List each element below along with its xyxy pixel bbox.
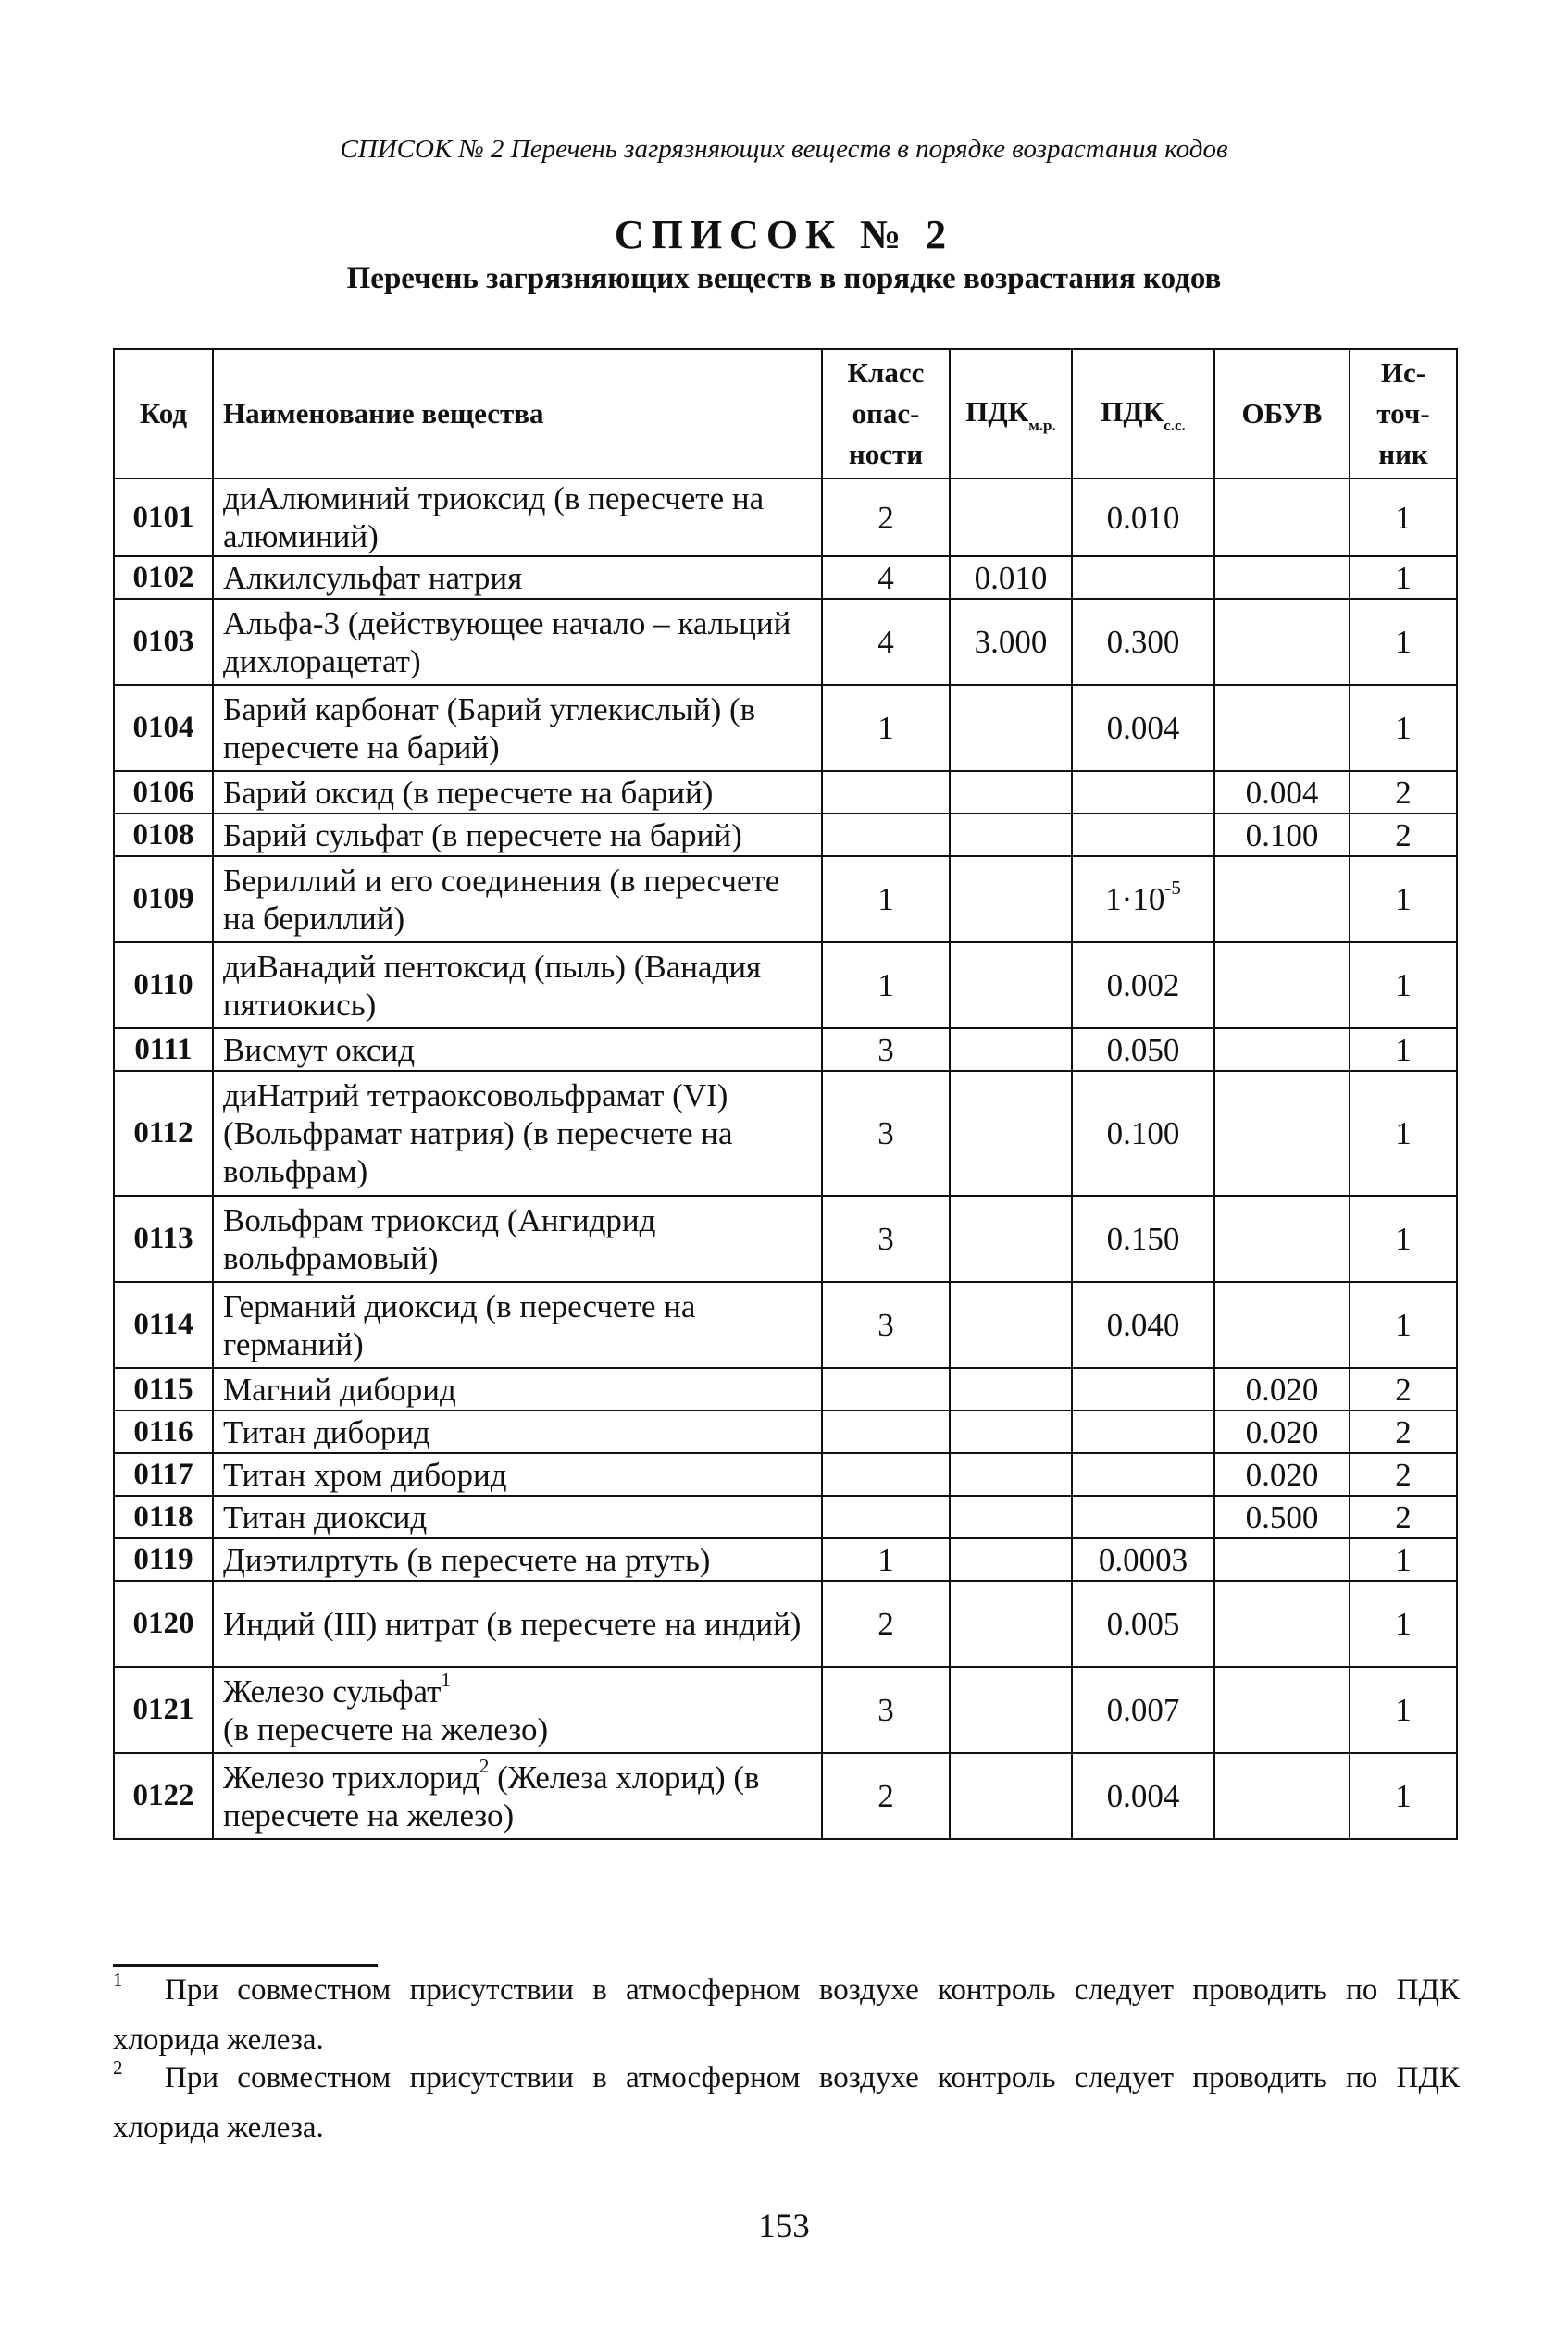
footnote-1 (113, 1967, 1460, 2064)
header-hazard-class-line2: опас- (852, 397, 920, 429)
cell-hazard-class: 4 (822, 599, 950, 685)
cell-pdk-ss: 0.150 (1072, 1196, 1214, 1282)
header-pdk-mr-main: ПДК (965, 394, 1029, 428)
cell-source: 1 (1350, 1667, 1457, 1753)
cell-source: 1 (1350, 479, 1457, 556)
cell-pdk-mr (950, 1196, 1072, 1282)
cell-pdk-mr (950, 1581, 1072, 1667)
cell-obuv (1214, 1282, 1350, 1368)
cell-code: 0108 (114, 814, 213, 856)
cell-obuv (1214, 942, 1350, 1028)
cell-hazard-class: 3 (822, 1667, 950, 1753)
cell-source: 1 (1350, 856, 1457, 942)
cell-code: 0117 (114, 1453, 213, 1496)
cell-name: диАлюминий триоксид (в пересчете на алюминий) (213, 479, 822, 556)
cell-hazard-class: 2 (822, 1753, 950, 1839)
cell-code: 0104 (114, 685, 213, 771)
header-source-line2: точ- (1376, 397, 1430, 429)
cell-name: Барий карбонат (Барий углекислый) (в пересчете на барий) (213, 685, 822, 771)
cell-code: 0120 (114, 1581, 213, 1667)
cell-code: 0106 (114, 771, 213, 814)
cell-code: 0101 (114, 479, 213, 556)
cell-code: 0115 (114, 1368, 213, 1411)
cell-source: 1 (1350, 1028, 1457, 1071)
list-title: СПИСОК № 2 (614, 212, 954, 257)
table-row (114, 814, 1457, 856)
cell-source: 1 (1350, 1282, 1457, 1368)
cell-name (213, 1753, 822, 1839)
cell-name: Висмут оксид (213, 1028, 822, 1071)
cell-hazard-class (822, 771, 950, 814)
header-pdk-ss (1072, 349, 1214, 479)
cell-pdk-ss (1072, 1496, 1214, 1538)
table-row (114, 1282, 1457, 1368)
pdk-ss-exponent: -5 (1164, 877, 1181, 900)
cell-name: диВанадий пентоксид (пыль) (Ванадия пятиокись) (213, 942, 822, 1028)
cell-source: 2 (1350, 1453, 1457, 1496)
cell-pdk-mr (950, 1496, 1072, 1538)
table-row (114, 1028, 1457, 1071)
cell-hazard-class: 1 (822, 942, 950, 1028)
cell-hazard-class (822, 1368, 950, 1411)
table-row (114, 856, 1457, 942)
cell-pdk-ss: 0.004 (1072, 1753, 1214, 1839)
cell-source: 1 (1350, 942, 1457, 1028)
cell-name: Барий оксид (в пересчете на барий) (213, 771, 822, 814)
cell-obuv: 0.020 (1214, 1453, 1350, 1496)
header-source-line1: Ис- (1380, 356, 1426, 389)
cell-obuv (1214, 856, 1350, 942)
footnote-ref-2[interactable]: 2 (479, 1754, 490, 1777)
cell-source: 1 (1350, 1538, 1457, 1581)
cell-obuv (1214, 1196, 1350, 1282)
cell-name: диНатрий тетраоксовольфрамат (VI) (Вольфрамат натрия) (в пересчете на вольфрам) (213, 1071, 822, 1196)
list-subtitle: Перечень загрязняющих веществ в порядке возрастания кодов (346, 262, 1222, 295)
cell-hazard-class (822, 814, 950, 856)
cell-pdk-ss (1072, 771, 1214, 814)
cell-obuv: 0.020 (1214, 1368, 1350, 1411)
cell-pdk-mr (950, 1753, 1072, 1839)
cell-obuv (1214, 685, 1350, 771)
cell-obuv: 0.100 (1214, 814, 1350, 856)
cell-obuv (1214, 1538, 1350, 1581)
cell-pdk-ss: 0.040 (1072, 1282, 1214, 1368)
cell-pdk-mr: 3.000 (950, 599, 1072, 685)
cell-pdk-mr (950, 1667, 1072, 1753)
header-pdk-mr (950, 349, 1072, 479)
footnote-ref-1[interactable]: 1 (441, 1668, 451, 1691)
cell-source: 2 (1350, 771, 1457, 814)
cell-code: 0111 (114, 1028, 213, 1071)
cell-source: 1 (1350, 556, 1457, 599)
cell-code: 0103 (114, 599, 213, 685)
cell-name: Алкилсульфат натрия (213, 556, 822, 599)
cell-name: Титан диоксид (213, 1496, 822, 1538)
cell-obuv (1214, 1581, 1350, 1667)
page-number: 153 (758, 2207, 810, 2245)
table-row (114, 1368, 1457, 1411)
table-row (114, 1667, 1457, 1753)
cell-pdk-mr (950, 1282, 1072, 1368)
cell-obuv (1214, 479, 1350, 556)
cell-pdk-mr (950, 1453, 1072, 1496)
table-header-row (114, 349, 1457, 479)
cell-pdk-ss (1072, 556, 1214, 599)
header-pdk-ss-sub: с.с. (1164, 416, 1186, 434)
cell-pdk-ss: 0.005 (1072, 1581, 1214, 1667)
cell-pdk-ss: 0.004 (1072, 685, 1214, 771)
table-row (114, 1453, 1457, 1496)
cell-hazard-class (822, 1411, 950, 1453)
cell-code: 0110 (114, 942, 213, 1028)
header-pdk-ss-main: ПДК (1101, 394, 1164, 428)
cell-pdk-ss (1072, 1411, 1214, 1453)
cell-pdk-mr (950, 856, 1072, 942)
cell-name: Титан диборид (213, 1411, 822, 1453)
table-row (114, 1581, 1457, 1667)
table-row (114, 1753, 1457, 1839)
cell-pdk-mr (950, 1071, 1072, 1196)
table-row (114, 556, 1457, 599)
cell-pdk-mr (950, 771, 1072, 814)
cell-source: 1 (1350, 599, 1457, 685)
cell-name: Вольфрам триоксид (Ангидрид вольфрамовый) (213, 1196, 822, 1282)
cell-source: 2 (1350, 814, 1457, 856)
header-code: Код (114, 349, 213, 479)
cell-name-part1: Железо сульфат (223, 1672, 442, 1710)
cell-source: 2 (1350, 1368, 1457, 1411)
cell-hazard-class: 1 (822, 1538, 950, 1581)
cell-pdk-mr (950, 1538, 1072, 1581)
cell-name-part1: Железо трихлорид (223, 1759, 479, 1796)
header-hazard-class-line3: ности (848, 438, 924, 470)
cell-code: 0119 (114, 1538, 213, 1581)
cell-source: 1 (1350, 685, 1457, 771)
cell-obuv (1214, 599, 1350, 685)
cell-name: Индий (III) нитрат (в пересчете на индий) (213, 1581, 822, 1667)
cell-hazard-class (822, 1453, 950, 1496)
table-row (114, 599, 1457, 685)
cell-pdk-ss (1072, 1368, 1214, 1411)
table-row (114, 685, 1457, 771)
cell-hazard-class: 3 (822, 1071, 950, 1196)
cell-pdk-mr (950, 1028, 1072, 1071)
header-pdk-mr-sub: м.р. (1028, 416, 1056, 434)
footnote-1-mark: 1 (113, 1969, 123, 1991)
cell-pdk-ss (1072, 856, 1214, 942)
footnote-2-text: При совместном присутствии в атмосферном воздухе контроль следует проводить по ПДК хлорида железа. (113, 2061, 1460, 2145)
table-row (114, 771, 1457, 814)
cell-pdk-mr: 0.010 (950, 556, 1072, 599)
cell-source: 1 (1350, 1196, 1457, 1282)
cell-pdk-ss: 0.0003 (1072, 1538, 1214, 1581)
header-source (1350, 349, 1457, 479)
cell-pdk-ss (1072, 814, 1214, 856)
cell-pdk-mr (950, 1411, 1072, 1453)
cell-obuv: 0.004 (1214, 771, 1350, 814)
cell-code: 0114 (114, 1282, 213, 1368)
running-head: СПИСОК № 2 Перечень загрязняющих веществ в порядке возрастания кодов (340, 134, 1228, 164)
cell-hazard-class (822, 1496, 950, 1538)
cell-hazard-class: 3 (822, 1282, 950, 1368)
cell-code: 0122 (114, 1753, 213, 1839)
footnote-1-text: При совместном присутствии в атмосферном воздухе контроль следует проводить по ПДК хлорида железа. (113, 1973, 1460, 2057)
cell-obuv (1214, 1667, 1350, 1753)
header-hazard-class (822, 349, 950, 479)
cell-code: 0121 (114, 1667, 213, 1753)
cell-pdk-ss: 0.300 (1072, 599, 1214, 685)
cell-name: Бериллий и его соединения (в пересчете на бериллий) (213, 856, 822, 942)
cell-hazard-class: 3 (822, 1028, 950, 1071)
cell-code: 0102 (114, 556, 213, 599)
cell-name: Магний диборид (213, 1368, 822, 1411)
cell-source: 2 (1350, 1496, 1457, 1538)
cell-pdk-mr (950, 814, 1072, 856)
header-hazard-class-line1: Класс (847, 356, 925, 389)
cell-obuv (1214, 1028, 1350, 1071)
header-name: Наименование вещества (213, 349, 822, 479)
table-row (114, 1071, 1457, 1196)
cell-code: 0118 (114, 1496, 213, 1538)
cell-pdk-ss: 0.010 (1072, 479, 1214, 556)
cell-code: 0109 (114, 856, 213, 942)
table-row (114, 1538, 1457, 1581)
cell-source: 1 (1350, 1753, 1457, 1839)
cell-hazard-class: 3 (822, 1196, 950, 1282)
substances-table (113, 348, 1458, 1840)
table-row (114, 942, 1457, 1028)
table-row (114, 1411, 1457, 1453)
footnote-2 (113, 2055, 1460, 2152)
cell-name (213, 1667, 822, 1753)
table-row (114, 1496, 1457, 1538)
cell-obuv (1214, 556, 1350, 599)
table-row (114, 479, 1457, 556)
cell-obuv (1214, 1071, 1350, 1196)
table-row (114, 1196, 1457, 1282)
pdk-ss-base: 1·10 (1105, 881, 1165, 917)
cell-source: 1 (1350, 1581, 1457, 1667)
cell-hazard-class: 2 (822, 479, 950, 556)
cell-name: Германий диоксид (в пересчете на германий) (213, 1282, 822, 1368)
cell-pdk-mr (950, 942, 1072, 1028)
cell-pdk-ss (1072, 1453, 1214, 1496)
header-source-line3: ник (1378, 438, 1428, 470)
cell-name: Диэтилртуть (в пересчете на ртуть) (213, 1538, 822, 1581)
cell-name: Альфа-3 (действующее начало – кальций дихлорацетат) (213, 599, 822, 685)
cell-hazard-class: 4 (822, 556, 950, 599)
cell-code: 0116 (114, 1411, 213, 1453)
footnote-2-mark: 2 (113, 2057, 123, 2079)
cell-source: 1 (1350, 1071, 1457, 1196)
cell-code: 0112 (114, 1071, 213, 1196)
cell-obuv (1214, 1753, 1350, 1839)
cell-pdk-mr (950, 1368, 1072, 1411)
cell-hazard-class: 1 (822, 856, 950, 942)
cell-name: Титан хром диборид (213, 1453, 822, 1496)
cell-name: Барий сульфат (в пересчете на барий) (213, 814, 822, 856)
header-obuv: ОБУВ (1214, 349, 1350, 479)
cell-pdk-ss: 0.007 (1072, 1667, 1214, 1753)
cell-pdk-ss: 0.002 (1072, 942, 1214, 1028)
cell-name-part2: (Железа хлорид) (в пересчете на железо) (223, 1759, 760, 1834)
cell-hazard-class: 1 (822, 685, 950, 771)
cell-code: 0113 (114, 1196, 213, 1282)
cell-obuv: 0.020 (1214, 1411, 1350, 1453)
cell-pdk-ss: 0.050 (1072, 1028, 1214, 1071)
cell-pdk-mr (950, 479, 1072, 556)
cell-source: 2 (1350, 1411, 1457, 1453)
cell-pdk-mr (950, 685, 1072, 771)
cell-pdk-ss: 0.100 (1072, 1071, 1214, 1196)
cell-obuv: 0.500 (1214, 1496, 1350, 1538)
cell-hazard-class: 2 (822, 1581, 950, 1667)
cell-name-part2: (в пересчете на железо) (223, 1710, 549, 1747)
